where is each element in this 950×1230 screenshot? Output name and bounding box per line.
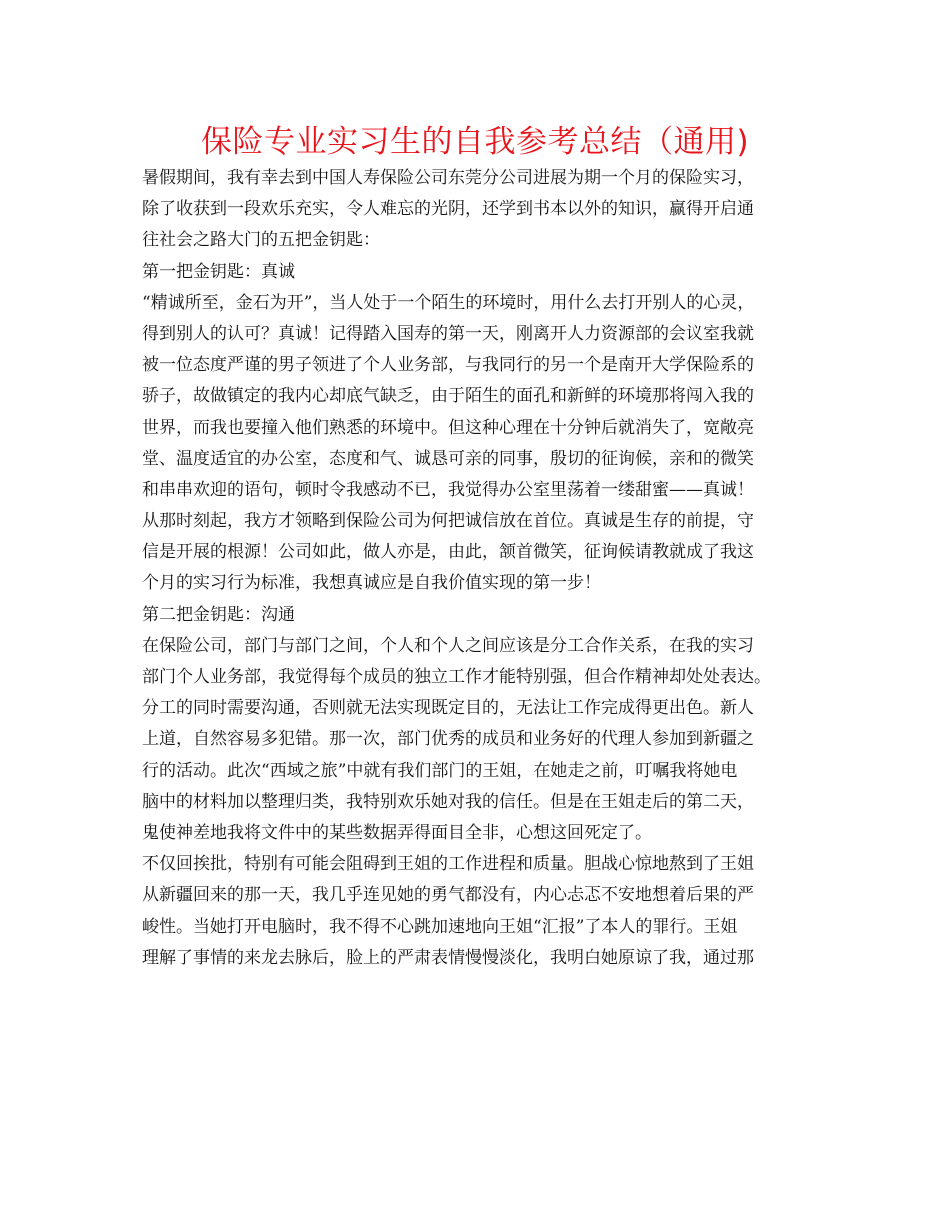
body-text-line: 被一位态度严谨的男子领进了个人业务部，与我同行的另一个是南开大学保险系的 [142,355,754,376]
document-title: 保险专业实习生的自我参考总结（通用) [200,124,750,160]
body-text-line: 世界，而我也要撞入他们熟悉的环境中。但这种心理在十分钟后就消失了，宽敞亮 [142,417,754,438]
body-text-line: 往社会之路大门的五把金钥匙： [142,230,380,251]
body-text-line: 除了收获到一段欢乐充实，令人难忘的光阴，还学到书本以外的知识，赢得开启通 [142,199,754,220]
body-text-line: 部门个人业务部，我觉得每个成员的独立工作才能特别强，但合作精神却处处表达。 [142,667,771,687]
body-text-line: 理解了事情的来龙去脉后，脸上的严肃表情慢慢淡化，我明白她原谅了我，通过那 [142,947,754,968]
document-body [142,163,822,974]
body-text-line: 个月的实习行为标准，我想真诚应是自我价值实现的第一步！ [142,573,601,594]
body-text-line: 上道，自然容易多犯错。那一次，部门优秀的成员和业务好的代理人参加到新疆之 [142,729,754,750]
body-text-line: 行的活动。此次“西域之旅”中就有我们部门的王姐，在她走之前，叮嘱我将她电 [142,760,738,781]
body-text-line: 骄子，故做镇定的我内心却底气缺乏，由于陌生的面孔和新鲜的环境那将闯入我的 [142,386,754,407]
body-text-line: 和串串欢迎的语句，顿时令我感动不已，我觉得办公室里荡着一缕甜蜜——真诚！ [142,479,754,500]
body-text-line: 第二把金钥匙：沟通 [142,604,295,625]
body-text-line: 在保险公司，部门与部门之间，个人和个人之间应该是分工合作关系，在我的实习 [142,635,754,656]
body-text-line: 暑假期间，我有幸去到中国人寿保险公司东莞分公司进展为期一个月的保险实习， [142,168,754,188]
body-text-line: 不仅回挨批，特别有可能会阻碍到王姐的工作进程和质量。胆战心惊地熬到了王姐 [142,854,754,875]
body-text-line: 峻性。当她打开电脑时，我不得不心跳加速地向王姐“汇报”了本人的罪行。王姐 [142,916,738,937]
body-text-line: 从那时刻起，我方才领略到保险公司为何把诚信放在首位。真诚是生存的前提，守 [142,511,754,532]
body-text-line: 信是开展的根源！公司如此，做人亦是，由此，颔首微笑，征询候请教就成了我这 [142,542,754,563]
body-text-line: 第一把金钥匙：真诚 [142,261,295,282]
body-text-line: 从新疆回来的那一天，我几乎连见她的勇气都没有，内心忐忑不安地想着后果的严 [142,885,754,906]
body-text-line: 分工的同时需要沟通，否则就无法实现既定目的，无法让工作完成得更出色。新人 [142,698,754,719]
body-text-line: 脑中的材料加以整理归类，我特别欢乐她对我的信任。但是在王姐走后的第二天， [142,791,754,812]
body-text-line: 堂、温度适宜的办公室，态度和气、诚恳可亲的同事，殷切的征询候，亲和的微笑 [142,448,754,469]
body-text-line: “精诚所至，金石为开”，当人处于一个陌生的环境时，用什么去打开别人的心灵， [142,292,755,313]
body-text-line: 得到别人的认可？真诚！记得踏入国寿的第一天，刚离开人力资源部的会议室我就 [142,323,754,344]
body-text-line: 鬼使神差地我将文件中的某些数据弄得面目全非，心想这回死定了。 [142,822,652,843]
